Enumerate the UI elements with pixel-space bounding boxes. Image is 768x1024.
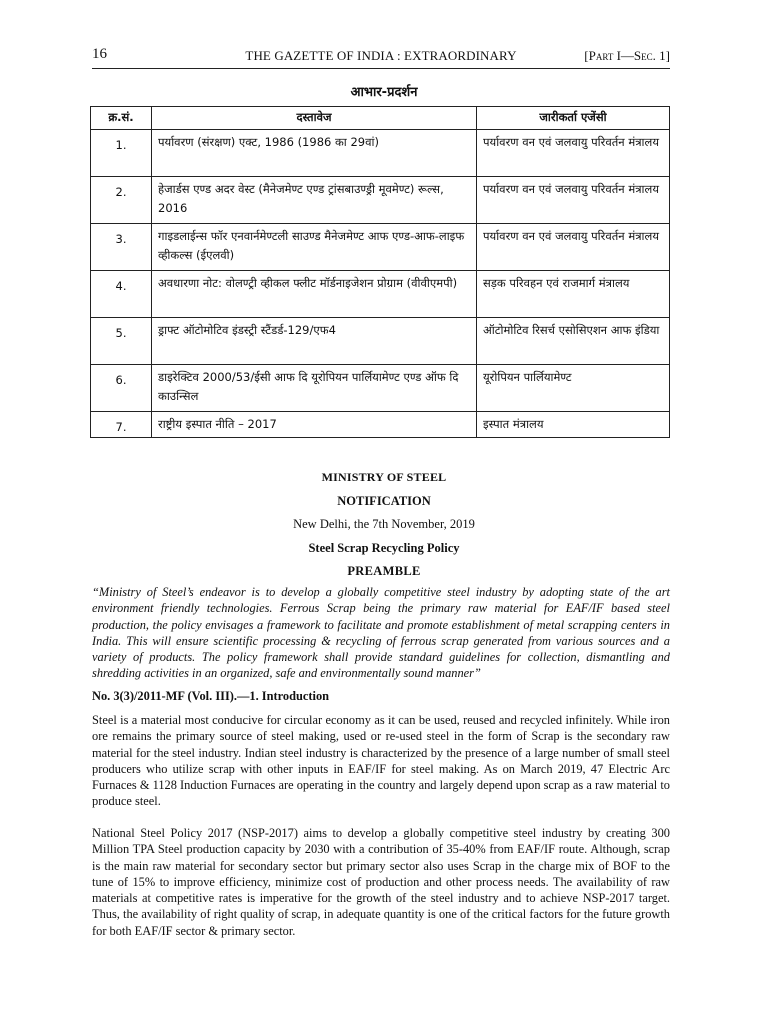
gazette-title: THE GAZETTE OF INDIA : EXTRAORDINARY (245, 48, 517, 63)
row-agency: सड़क परिवहन एवं राजमार्ग मंत्रालय (477, 271, 670, 318)
table-row (91, 318, 670, 365)
table-row (91, 271, 670, 318)
row-agency: इस्पात मंत्रालय (477, 412, 670, 438)
table-row (91, 412, 670, 438)
sec-small: ec (641, 48, 653, 63)
introduction-paragraph-1: Steel is a material most conducive for circular economy as it can be used, reused and recycled infinitely. While iron ore remains the primary source of steel making, used or re-used steel in the form of Scrap is the secondary raw material for the steel industry. Indian steel industry is characterized by the presence of a large number of small steel producers who utilize scrap with other inputs in EAF/IF for steel making. As on March 2019, 47 Electric Arc Furnaces & 1128 Induction Furnaces are operating in the country and largely depend upon scrap as a raw material to produce steel. (92, 713, 670, 809)
table-row (91, 177, 670, 224)
row-agency: ऑटोमोटिव रिसर्च एसोसिएशन आफ इंडिया (477, 318, 670, 365)
row-sn: 5. (91, 318, 152, 365)
page-header (92, 46, 670, 66)
header-rule (92, 68, 670, 69)
column-header-agency: जारीकर्ता एजेंसी (477, 107, 670, 130)
place-date: New Delhi, the 7th November, 2019 (293, 517, 475, 531)
row-sn: 6. (91, 365, 152, 412)
section-heading: No. 3(3)/2011-MF (Vol. III).—1. Introduction (92, 689, 330, 703)
row-document: हेजार्डस एण्ड अदर वेस्ट (मैनेजमेण्ट एण्ड ट्रांसबाउण्ड्री मूवमेण्ट) रूल्स, 2016 (152, 177, 477, 224)
page-number: 16 (92, 46, 107, 62)
preamble-text: “Ministry of Steel’s endeavor is to develop a globally competitive steel industry by adopting state of the art environment friendly technologies. Ferrous Scrap being the primary raw material for EAF/IF based steel production, the policy envisages a framework to facilitate and promote establishment of metal scrapping centers in India. This will ensure scientific processing & recycling of ferrous scrap generated from various sources and a variety of products. The policy framework shall provide standard guidelines for collection, dismantling and shredding activities in an organized, safe and environmentally sound manner” (92, 585, 670, 681)
row-sn: 4. (91, 271, 152, 318)
part-section-label (584, 48, 670, 64)
row-agency: पर्यावरण वन एवं जलवायु परिवर्तन मंत्रालय (477, 177, 670, 224)
row-agency: पर्यावरण वन एवं जलवायु परिवर्तन मंत्रालय (477, 130, 670, 177)
row-document: अवधारणा नोट: वोलण्ट्री व्हीकल फ्लीट मॉर्डनाइजेशन प्रोग्राम (वीवीएमपी) (152, 271, 477, 318)
part-small: art (595, 48, 614, 63)
row-document: पर्यावरण (संरक्षण) एक्ट, 1986 (1986 का 29वां) (152, 130, 477, 177)
row-agency: पर्यावरण वन एवं जलवायु परिवर्तन मंत्रालय (477, 224, 670, 271)
ministry-heading: MINISTRY OF STEEL (321, 470, 447, 484)
column-header-sn: क्र.सं. (91, 107, 152, 130)
table-row (91, 224, 670, 271)
introduction-paragraph-2: National Steel Policy 2017 (NSP-2017) aims to develop a globally competitive steel industry by creating 300 Million TPA Steel production capacity by 2030 with a contribution of 35-40% from EAF/IF route. Although, scrap is the main raw material for secondary sector but primary sector also uses Scrap in the charge mix of BOF to the tune of 15% to improve efficiency, minimize cost of production and other process needs. The availability of raw materials at competitive rates is imperative for the growth of the steel industry and to achieve NSP-2017 target. Thus, the availability of right quality of scrap, in adequate quantity is one of the critical factors for the future growth for both EAF/IF sector & primary sector. (92, 826, 670, 938)
column-header-document: दस्तावेज (152, 107, 477, 130)
table-row (91, 365, 670, 412)
notification-heading: NOTIFICATION (337, 494, 431, 508)
row-document: डाइरेक्टिव 2000/53/ईसी आफ दि यूरोपियन पार्लियामेण्ट एण्ड ऑफ दि काउन्सिल (152, 365, 477, 412)
acknowledgement-title: आभार-प्रदर्शन (350, 85, 418, 100)
row-document: गाइडलाईन्स फॉर एनवार्नमेण्टली साउण्ड मैनेजमेण्ट आफ एण्ड-आफ-लाइफ व्हीकल्स (ईएलवी) (152, 224, 477, 271)
part-prefix: [P (584, 48, 596, 63)
row-document: ड्राफ्ट ऑटोमोटिव इंडस्ट्री स्टैंडर्ड-129/एफ4 (152, 318, 477, 365)
row-document: राष्ट्रीय इस्पात नीति – 2017 (152, 412, 477, 438)
row-agency: यूरोपियन पार्लियामेण्ट (477, 365, 670, 412)
row-sn: 1. (91, 130, 152, 177)
preamble-heading: PREAMBLE (347, 564, 421, 578)
table-row (91, 130, 670, 177)
row-sn: 7. (91, 412, 152, 438)
row-sn: 3. (91, 224, 152, 271)
part-mid: I—S (613, 48, 642, 63)
part-end: . 1] (652, 48, 670, 63)
policy-title: Steel Scrap Recycling Policy (308, 541, 460, 555)
acknowledgement-table (90, 106, 670, 438)
row-sn: 2. (91, 177, 152, 224)
table-header-row (91, 107, 670, 130)
